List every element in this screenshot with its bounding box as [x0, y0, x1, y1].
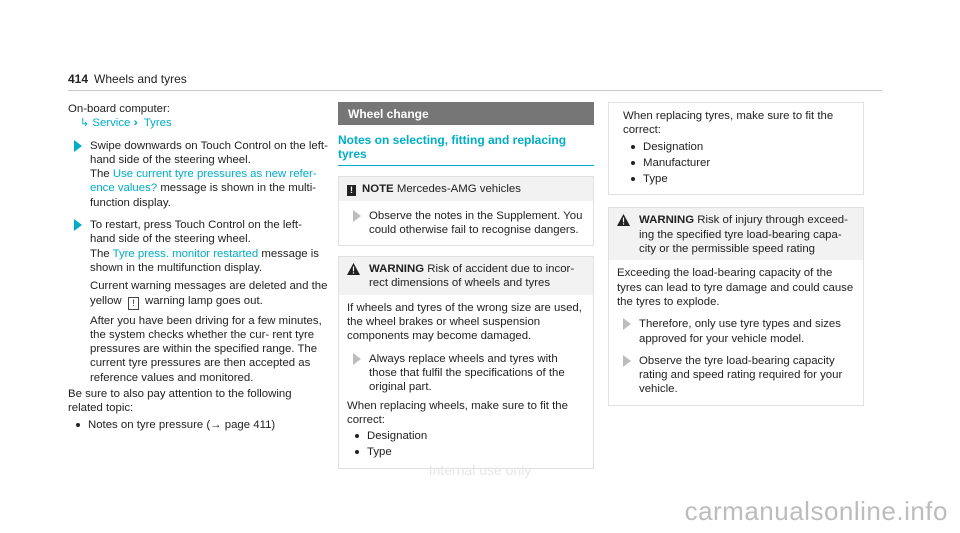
warning-text: Risk of accident due to incor- rect dimensions of wheels and tyres: [369, 263, 575, 290]
step-text-the: The: [90, 247, 110, 260]
step-arrow-icon: [74, 140, 82, 152]
step-arrow-icon: [623, 318, 631, 330]
page-number: 414: [68, 72, 89, 86]
list-item: Designation: [623, 140, 855, 154]
warning-label: WARNING: [369, 263, 425, 276]
page-header-title: Wheels and tyres: [94, 72, 187, 86]
list-item: Designation: [347, 429, 585, 443]
menu-item-tyres[interactable]: Tyres: [143, 117, 172, 130]
step-text: Swipe downwards on Touch Control on the left-hand side of the steering wheel.: [90, 139, 328, 166]
step-restart: [68, 218, 328, 385]
note-step: [347, 209, 585, 238]
step-paragraph: [90, 279, 328, 309]
related-topic-text: Be sure to also pay attention to the following related topic:: [68, 388, 292, 415]
step-text-the: The: [90, 168, 110, 181]
tyre-pressure-warning-lamp-icon: !: [128, 297, 139, 310]
warning-step: [617, 354, 855, 397]
column-2: [338, 102, 594, 469]
note-box: [338, 176, 594, 246]
double-chevron-icon: ››: [133, 117, 135, 130]
note-body: [339, 201, 593, 246]
menu-item-service[interactable]: Service: [92, 117, 131, 130]
paragraph-text: warning lamp goes out.: [145, 294, 263, 307]
step-text: Therefore, only use tyre types and sizes approved for your vehicle model.: [639, 318, 841, 345]
step-arrow-icon: [353, 210, 361, 222]
warning-body: [609, 260, 863, 404]
column-1: [68, 102, 328, 432]
step-text-end: message is shown in the multi- function display.: [90, 182, 317, 209]
step-text-end: message is shown in the multifunction display.: [90, 247, 320, 274]
warning-box: [608, 207, 864, 405]
warning-box: [338, 256, 594, 469]
warning-step: [617, 317, 855, 346]
display-message: Tyre press. monitor restarted: [112, 247, 259, 260]
warning-header: [609, 208, 863, 260]
warning-text: Risk of injury through exceed- ing the specified tyre load-bearing capa- city or the permissible speed rating: [639, 214, 848, 256]
step-swipe: [68, 139, 328, 210]
site-watermark: carmanualsonline.info: [684, 496, 948, 526]
page-header: [68, 72, 187, 86]
step-paragraph: After you have been driving for a few minutes, the system checks whether the cur- rent tyre pressures are within the specified range. The current tyre pressures are then accepted as reference values and monitored.: [90, 314, 322, 384]
step-text: To restart, press Touch Control on the left- hand side of the steering wheel.: [90, 219, 302, 246]
step-text: Observe the tyre load-bearing capacity rating and speed rating required for your vehicle.: [639, 354, 843, 396]
note-label: NOTE: [362, 183, 394, 196]
step-text: Observe the notes in the Supplement. You could otherwise fail to recognise dangers.: [369, 209, 583, 236]
return-arrow-icon: ↳: [80, 117, 90, 130]
list-item: Type: [623, 172, 855, 186]
warning-triangle-icon: [617, 214, 630, 226]
menu-path: [80, 116, 328, 130]
related-topic-link[interactable]: Notes on tyre pressure (→ page 411): [68, 418, 328, 432]
step-arrow-icon: [623, 355, 631, 367]
paragraph-text: Current warning messages are deleted and the yellow: [90, 280, 328, 307]
step-arrow-icon: [74, 219, 82, 231]
column-3: [608, 102, 864, 406]
step-arrow-icon: [353, 353, 361, 365]
warning-body: [339, 295, 593, 468]
subheading: Notes on selecting, fitting and replacing tyres: [338, 133, 594, 166]
note-icon: !: [347, 185, 356, 196]
list-item: Type: [347, 445, 585, 459]
header-divider: [68, 90, 882, 91]
box-text: When replacing tyres, make sure to fit the correct:: [623, 110, 834, 137]
list-item: Manufacturer: [623, 156, 855, 170]
replacing-tyres-box: [608, 102, 864, 195]
warning-label: WARNING: [639, 214, 695, 227]
warning-header: [339, 257, 593, 295]
warning-step: [347, 352, 585, 395]
replacing-tyres-body: [609, 103, 863, 194]
step-text: Always replace wheels and tyres with those that fulfil the specifications of the original part.: [369, 352, 565, 394]
note-header: [339, 177, 593, 200]
section-title: Wheel change: [338, 102, 594, 125]
watermark: Internal use only: [428, 462, 532, 478]
warning-paragraph: Exceeding the load-bearing capacity of the tyres can lead to tyre damage and could cause the tyres to explode.: [617, 267, 854, 308]
warning-paragraph-2: When replacing wheels, make sure to fit the correct:: [347, 399, 568, 426]
display-message: Use current tyre pressures as new refer- ence values?: [90, 168, 317, 195]
note-text: Mercedes-AMG vehicles: [396, 183, 521, 196]
warning-triangle-icon: [347, 263, 360, 275]
intro-text: On-board computer:: [68, 103, 170, 115]
warning-paragraph: If wheels and tyres of the wrong size are used, the wheel brakes or wheel suspension components may become damaged.: [347, 301, 582, 343]
